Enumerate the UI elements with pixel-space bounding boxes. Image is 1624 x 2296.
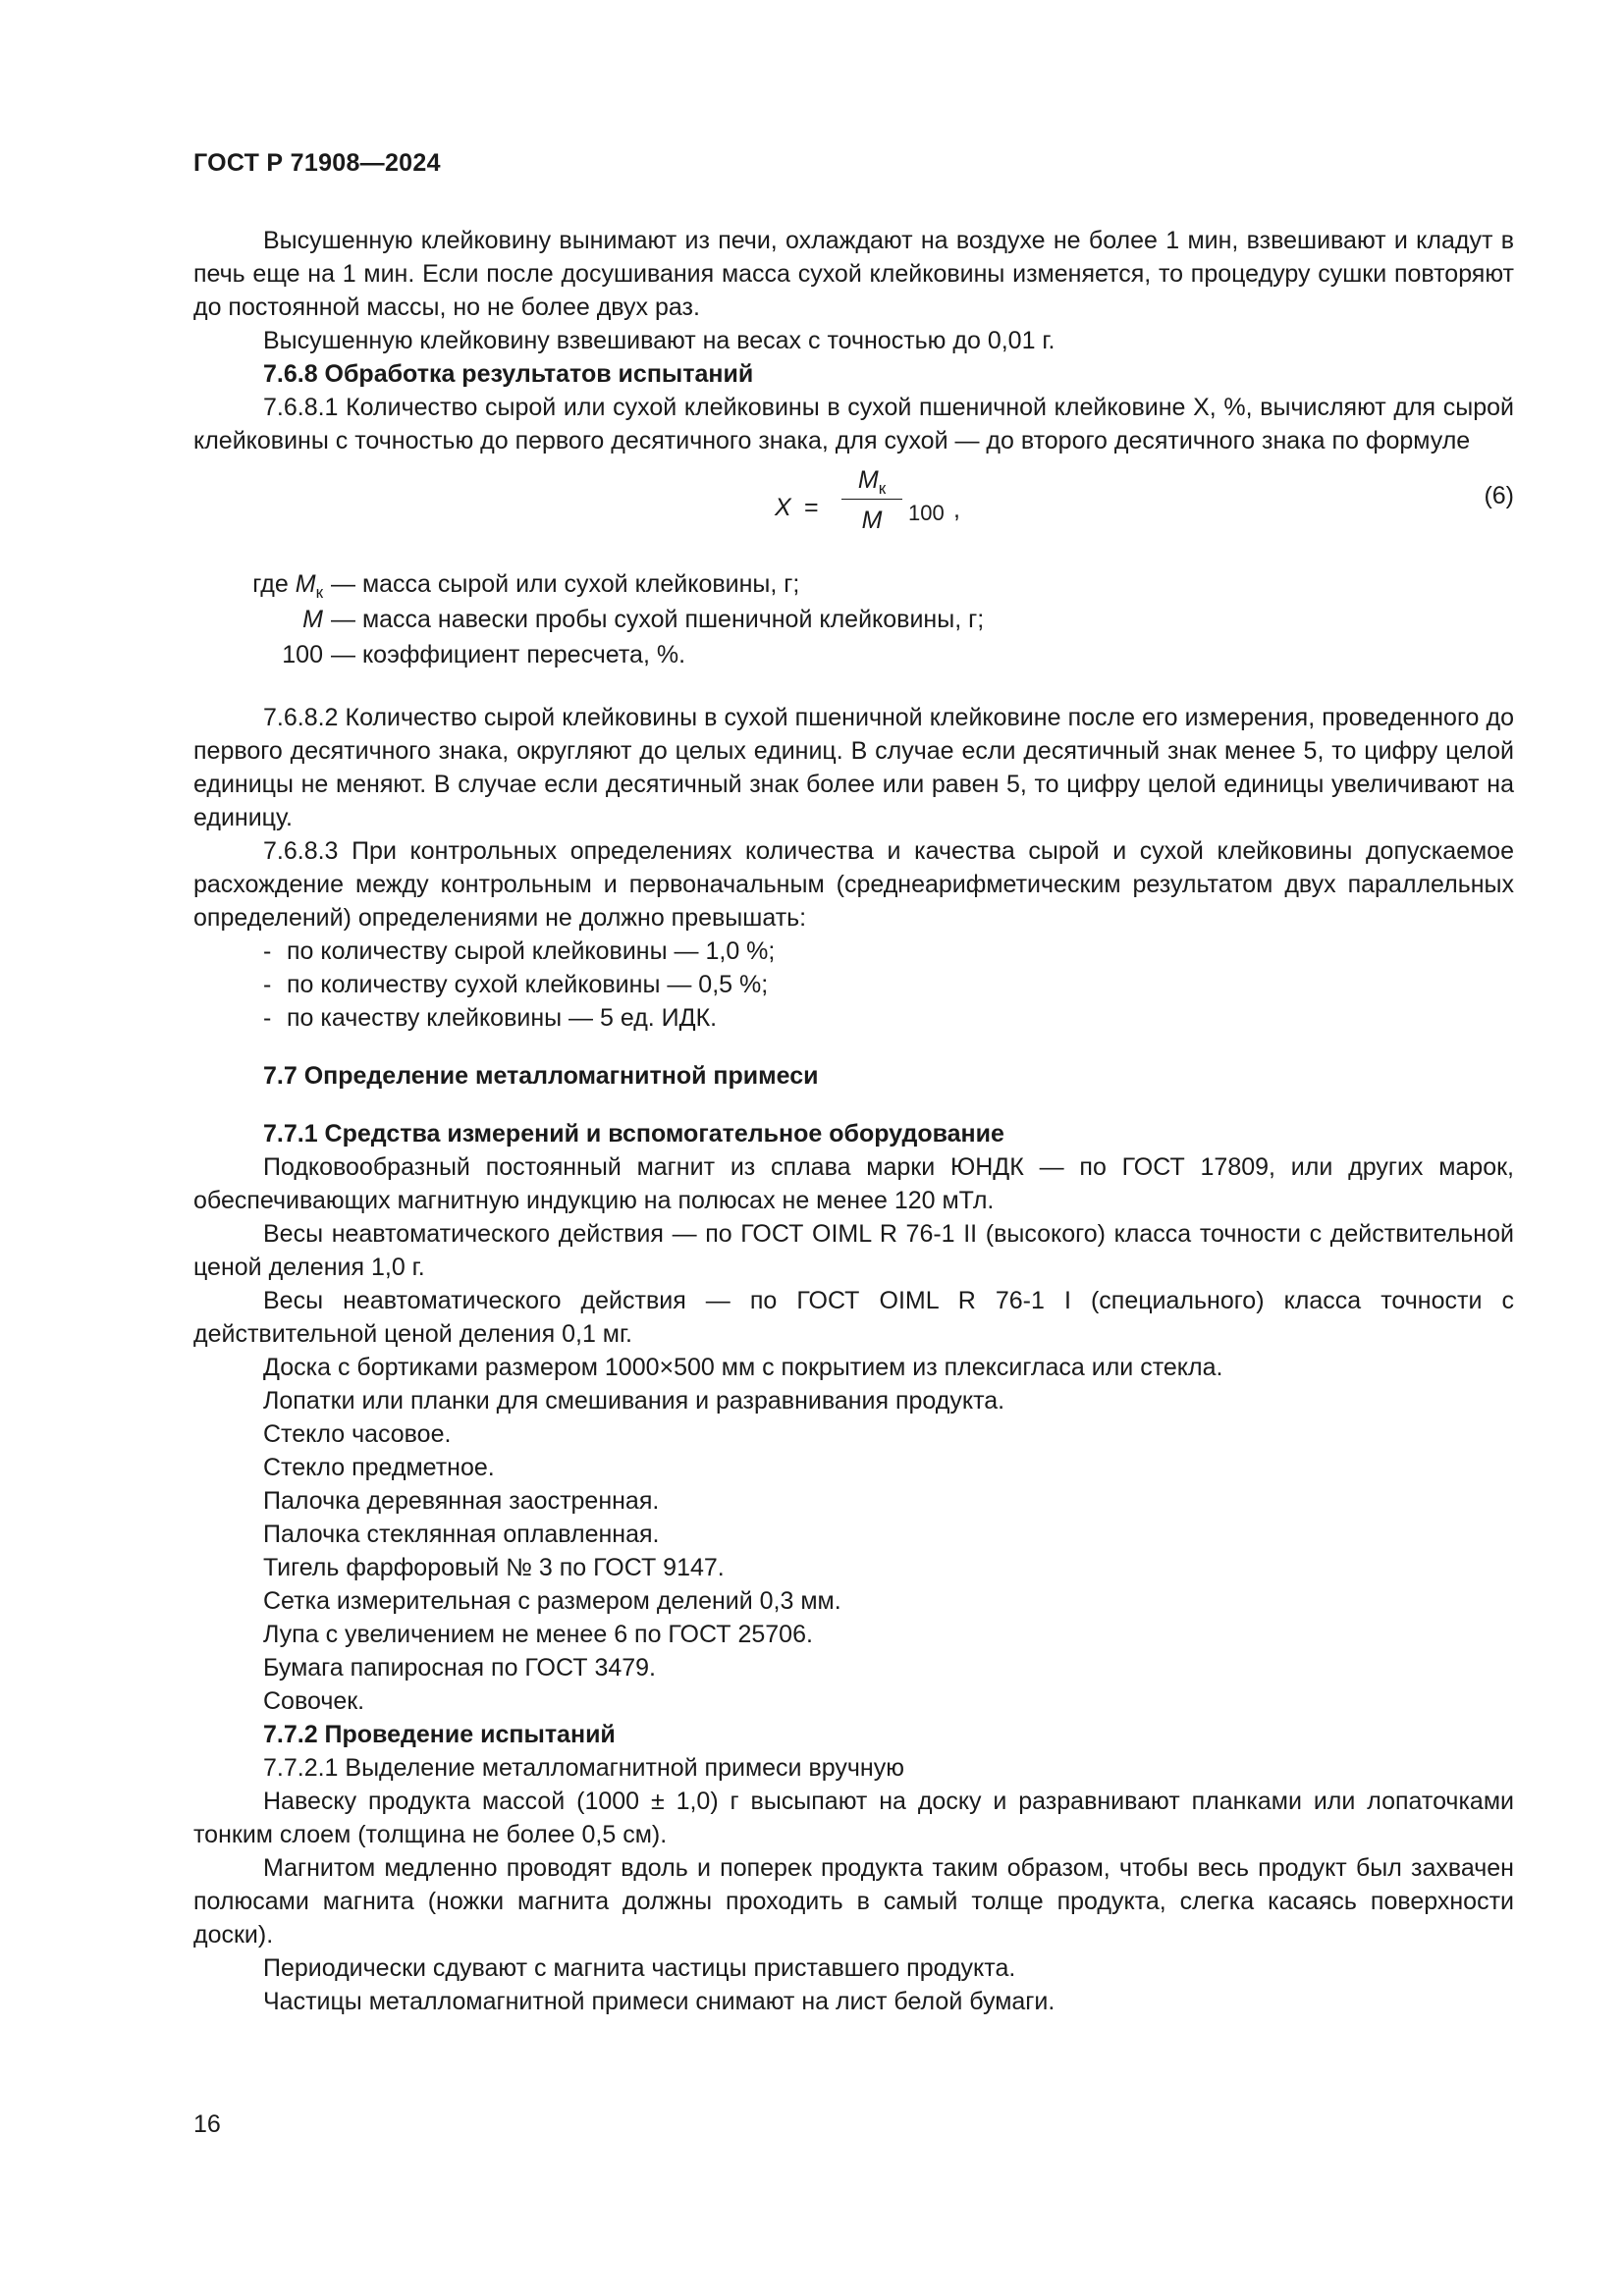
- equipment-item: Стекло предметное.: [263, 1454, 495, 1481]
- equipment-item: Лупа с увеличением не менее 6 по ГОСТ 25706.: [263, 1621, 813, 1648]
- formula-lhs: X: [775, 494, 791, 521]
- equipment-item: Доска с бортиками размером 1000×500 мм с покрытием из плексигласа или стекла.: [263, 1354, 1223, 1381]
- paragraph-7-7-2-1: 7.7.2.1 Выделение металломагнитной примеси вручную: [263, 1754, 904, 1782]
- list-item: - по качеству клейковины — 5 ед. ИДК.: [263, 1004, 718, 1032]
- heading-7-6-8: 7.6.8 Обработка результатов испытаний: [263, 360, 754, 388]
- list-item: - по количеству сухой клейковины — 0,5 %;: [263, 971, 769, 998]
- formula-comma: ,: [953, 496, 960, 523]
- formula-number: (6): [1484, 482, 1514, 509]
- equipment-item: Стекло часовое.: [263, 1420, 452, 1448]
- paragraph-7-6-8-3: 7.6.8.3 При контрольных определениях количества и качества сырой и сухой клейковины допускаемое расхождение между контрольным и первоначальным (среднеарифметическим результатом двух параллельных определений) определениями не должно превышать:: [193, 837, 1514, 932]
- formula-equals: =: [804, 494, 819, 521]
- formula-factor: 100: [908, 501, 945, 525]
- formula-numerator: $M_к$: [857, 466, 887, 498]
- document-body: [193, 224, 1514, 2018]
- equipment-item: Совочек.: [263, 1687, 365, 1715]
- legend-row: где $M_к$ — масса сырой или сухой клейковины, г;: [252, 570, 800, 602]
- equipment-item: Тигель фарфоровый № 3 по ГОСТ 9147.: [263, 1554, 725, 1581]
- paragraph-test: Навеску продукта массой (1000 ± 1,0) г высыпают на доску и разравнивают планками или лопаточками тонким слоем (толщина не более 0,5 см).: [193, 1788, 1514, 1848]
- paragraph-test: Периодически сдувают с магнита частицы приставшего продукта.: [263, 1954, 1016, 1982]
- formula-6: [193, 461, 1514, 560]
- legend-row: 100 — коэффициент пересчета, %.: [282, 641, 686, 668]
- equipment-item: Бумага папиросная по ГОСТ 3479.: [263, 1654, 656, 1682]
- legend-row: M — масса навески пробы сухой пшеничной клейковины, г;: [302, 606, 985, 633]
- formula-legend: [193, 567, 1514, 673]
- document-header: ГОСТ Р 71908—2024: [193, 149, 441, 177]
- paragraph-7-6-8-2: 7.6.8.2 Количество сырой клейковины в сухой пшеничной клейковине после его измерения, проведенного до первого десятичного знака, округляют до целых единиц. В случае если десятичный знак менее 5, то цифру целой единицы не меняют. В случае если десятичный знак более или равен 5, то цифру целой единицы увеличивают на единицу.: [193, 704, 1514, 831]
- heading-7-7-1: 7.7.1 Средства измерений и вспомогательное оборудование: [263, 1120, 1004, 1148]
- fraction-bar: [841, 499, 902, 500]
- formula-denominator: M: [861, 507, 883, 534]
- equipment-item: Сетка измерительная с размером делений 0,3 мм.: [263, 1587, 841, 1615]
- paragraph-weighing: Высушенную клейковину взвешивают на весах с точностью до 0,01 г.: [263, 327, 1056, 354]
- equipment-item: Палочка деревянная заостренная.: [263, 1487, 660, 1515]
- heading-7-7-2: 7.7.2 Проведение испытаний: [263, 1721, 616, 1748]
- list-item: - по количеству сырой клейковины — 1,0 %;: [263, 937, 776, 965]
- equipment-item: Подковообразный постоянный магнит из сплава марки ЮНДК — по ГОСТ 17809, или других марок, обеспечивающих магнитную индукцию на полюсах не менее 120 мТл.: [193, 1153, 1514, 1214]
- heading-7-7: 7.7 Определение металломагнитной примеси: [263, 1062, 819, 1090]
- paragraph-test: Частицы металломагнитной примеси снимают на лист белой бумаги.: [263, 1988, 1056, 2015]
- paragraph-test: Магнитом медленно проводят вдоль и поперек продукта таким образом, чтобы весь продукт был захвачен полюсами магнита (ножки магнита должны проходить в самый толще продукта, слегка касаясь поверхности доски).: [193, 1854, 1514, 1949]
- equipment-item: Весы неавтоматического действия — по ГОСТ OIML R 76-1 I (специального) класса точности с действительной ценой деления 0,1 мг.: [193, 1287, 1514, 1348]
- formula-fraction: [841, 463, 902, 537]
- paragraph-drying: Высушенную клейковину вынимают из печи, охлаждают на воздухе не более 1 мин, взвешивают и кладут в печь еще на 1 мин. Если после досушивания масса сухой клейковины изменяется, то процедуру сушки повторяют до постоянной массы, но не более двух раз.: [193, 227, 1514, 321]
- equipment-item: Палочка стеклянная оплавленная.: [263, 1521, 660, 1548]
- equipment-item: Лопатки или планки для смешивания и разравнивания продукта.: [263, 1387, 1005, 1415]
- paragraph-7-6-8-1: 7.6.8.1 Количество сырой или сухой клейковины в сухой пшеничной клейковине X, %, вычисляют для сырой клейковины с точностью до первого десятичного знака, для сухой — до второго десятичного знака по формуле: [193, 394, 1514, 454]
- equipment-item: Весы неавтоматического действия — по ГОСТ OIML R 76-1 II (высокого) класса точности с действительной ценой деления 1,0 г.: [193, 1220, 1514, 1281]
- page-number: 16: [193, 2110, 221, 2138]
